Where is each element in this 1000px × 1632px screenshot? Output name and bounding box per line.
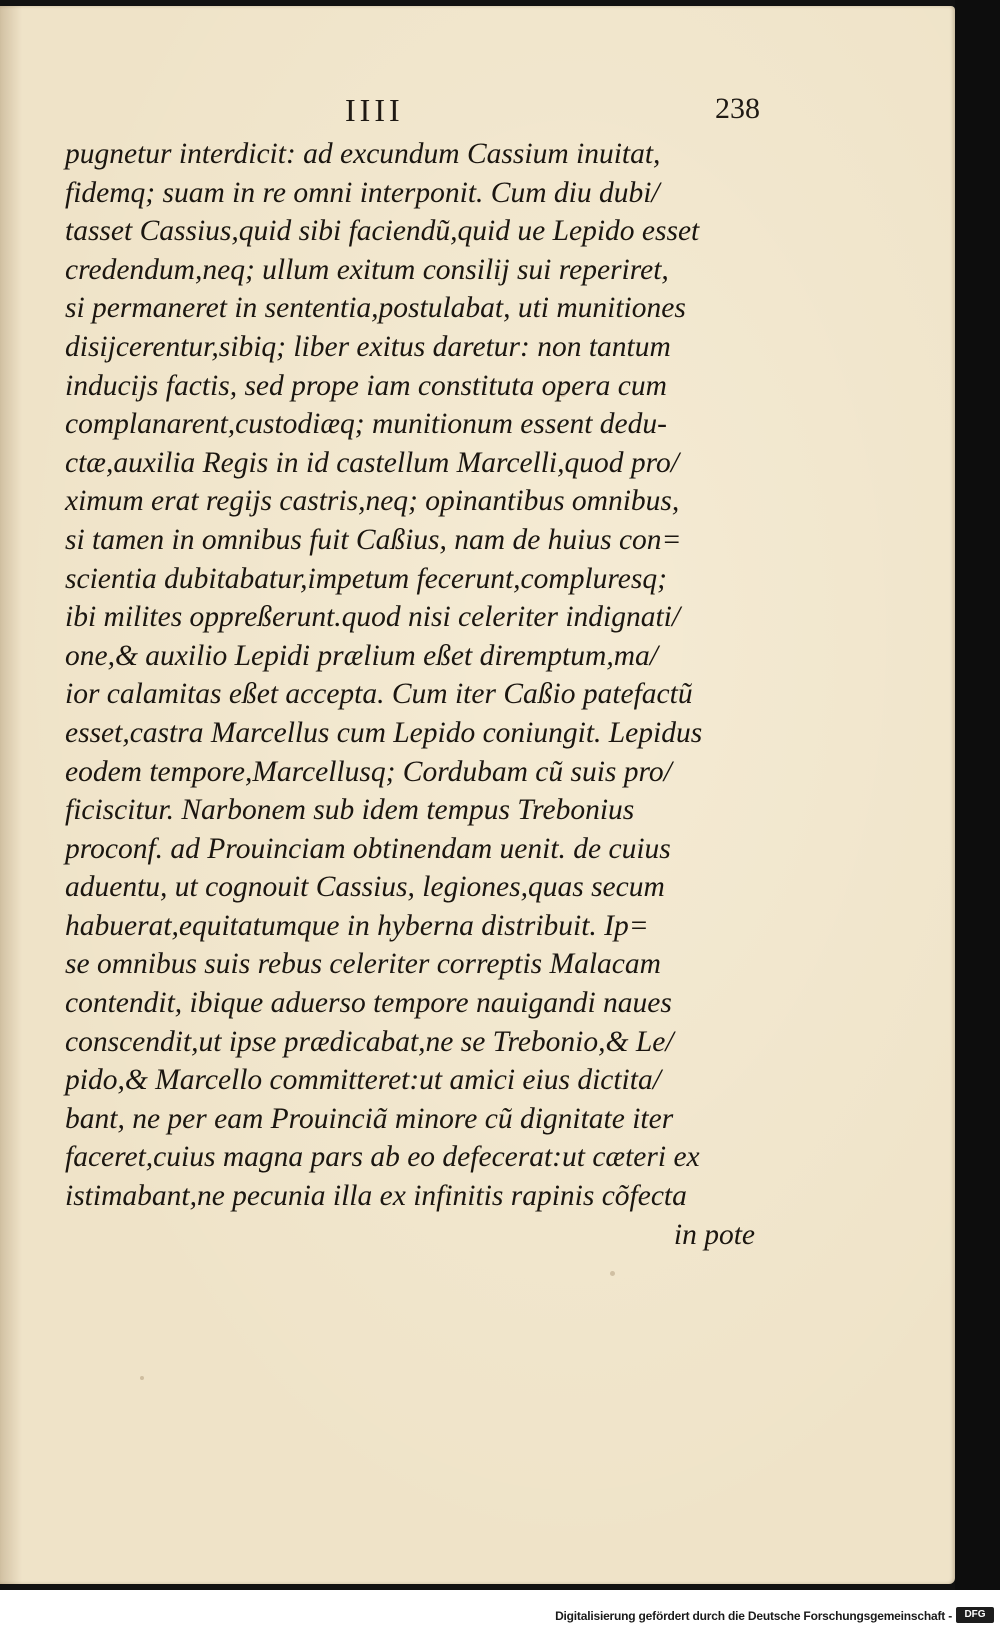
text-line: credendum,neq; ullum exitum consilij sui reperiret, (65, 253, 669, 286)
text-line: fidemq; suam in re omni interponit. Cum diu dubi/ (65, 176, 660, 209)
text-line: aduentu, ut cognouit Cassius, legiones,quas secum (65, 871, 665, 904)
footer-bar (0, 1590, 1000, 1632)
funding-credit: Digitalisierung gefördert durch die Deutsche Forschungsgemeinschaft - (555, 1609, 952, 1623)
text-line: si permaneret in sententia,postulabat, uti munitiones (65, 292, 686, 325)
body-text (65, 135, 755, 1254)
text-line: pido,& Marcello committeret:ut amici eius dictita/ (65, 1064, 661, 1097)
folio-number: 238 (715, 92, 760, 125)
text-line: inducijs factis, sed prope iam constituta opera cum (65, 369, 667, 402)
foxing-spot (610, 1271, 615, 1276)
scan-edge (955, 0, 1000, 1590)
text-line: ibi milites oppreßerunt.quod nisi celeriter indignati/ (65, 601, 681, 634)
text-line: se omnibus suis rebus celeriter correptis Malacam (65, 948, 661, 981)
text-line: conscendit,ut ipse prædicabat,ne se Trebonio,& Le/ (65, 1025, 674, 1058)
dfg-logo: DFG (956, 1607, 994, 1623)
text-line: ficiscitur. Narbonem sub idem tempus Trebonius (65, 794, 635, 827)
text-line: habuerat,equitatumque in hyberna distribuit. Ip= (65, 909, 649, 942)
catchword: in pote (673, 1218, 755, 1251)
text-line: complanarent,custodiæq; munitionum essent dedu- (65, 408, 667, 441)
text-line: disijcerentur,sibiq; liber exitus daretur: non tantum (65, 330, 671, 363)
text-line: pugnetur interdicit: ad excundum Cassium inuitat, (65, 138, 661, 170)
text-line: esset,castra Marcellus cum Lepido coniungit. Lepidus (65, 716, 703, 749)
text-line: ior calamitas eßet accepta. Cum iter Caßio patefactũ (65, 678, 693, 711)
text-line: istimabant,ne pecunia illa ex infinitis rapinis cõfecta (65, 1180, 687, 1213)
signature-mark: IIII (345, 92, 404, 128)
text-line: bant, ne per eam Prouinciã minore cũ dignitate iter (65, 1102, 674, 1135)
text-line: faceret,cuius magna pars ab eo defecerat:ut cæteri ex (65, 1141, 700, 1174)
text-line: scientia dubitabatur,impetum fecerunt,compluresq; (65, 562, 667, 595)
text-line: proconf. ad Prouinciam obtinendam uenit. de cuius (65, 832, 671, 865)
page-header (60, 92, 760, 132)
foxing-spot (140, 1376, 144, 1380)
text-line: ctæ,auxilia Regis in id castellum Marcelli,quod pro/ (65, 446, 679, 479)
text-line: eodem tempore,Marcellusq; Cordubam cũ suis pro/ (65, 755, 672, 788)
text-line: ximum erat regijs castris,neq; opinantibus omnibus, (65, 485, 680, 518)
text-line: si tamen in omnibus fuit Caßius, nam de huius con= (65, 523, 682, 556)
text-line: tasset Cassius,quid sibi faciendũ,quid ue Lepido esset (65, 215, 700, 248)
text-line: one,& auxilio Lepidi prælium eßet diremptum,ma/ (65, 639, 658, 672)
text-line: contendit, ibique aduerso tempore nauigandi naues (65, 987, 672, 1020)
